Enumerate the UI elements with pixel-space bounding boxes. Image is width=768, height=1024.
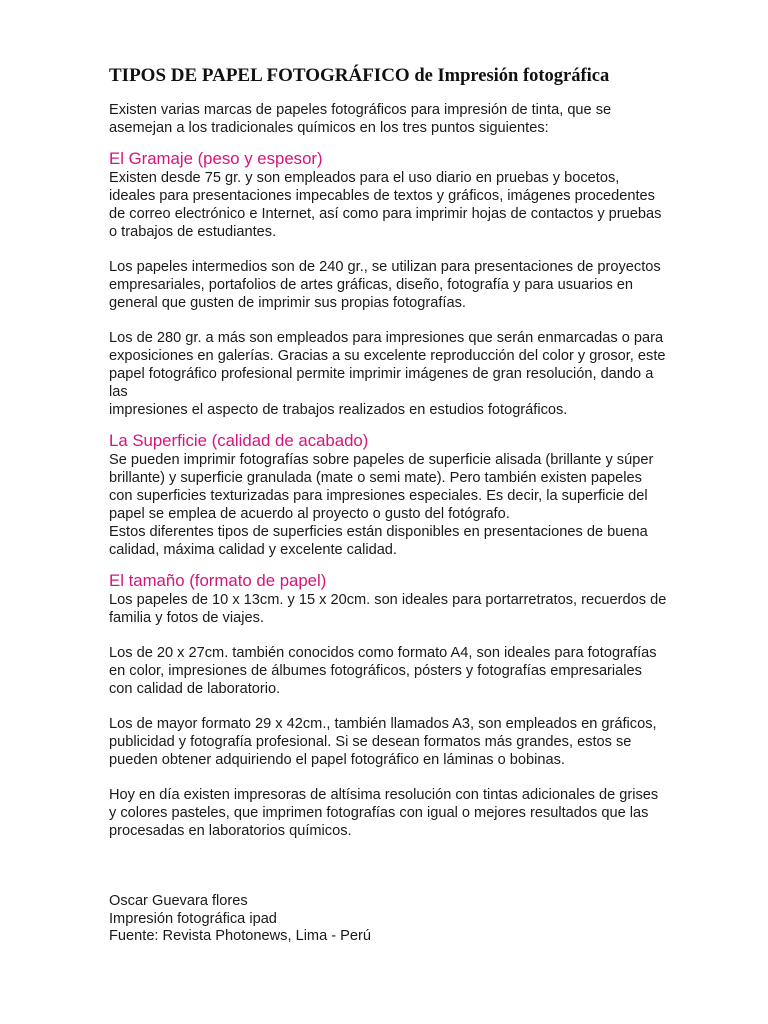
paragraph-spacer: [109, 241, 669, 258]
gramaje-paragraph-3: Los de 280 gr. a más son empleados para impresiones que serán enmarcadas o para exposiciones en galerías. Gracias a su excelente reproducción del color y grosor, este papel fotográfico profesional permite imprimir imágenes de gran resolución, dando a las: [109, 330, 666, 400]
paragraph-spacer: [109, 627, 669, 644]
gramaje-paragraph-4: impresiones el aspecto de trabajos realizados en estudios fotográficos.: [109, 402, 568, 418]
title-rest: de Impresión fotográfica: [409, 66, 610, 86]
gramaje-paragraph-1: Existen desde 75 gr. y son empleados para el uso diario en pruebas y bocetos, ideales para presentaciones impecables de textos y gráficos, imágenes procedentes de correo electrónico e Internet, así como para imprimir hojas de contactos y pruebas o trabajos de estudiantes.: [109, 170, 662, 240]
credit-line: Impresión fotográfica ipad: [109, 910, 277, 927]
paragraph-spacer: [109, 769, 669, 786]
gramaje-paragraph-2: Los papeles intermedios son de 240 gr., se utilizan para presentaciones de proyectos empresariales, portafolios de artes gráficas, diseño, fotografía y para usuarios en general que gusten de imprimir sus propias fotografías.: [109, 259, 661, 311]
intro-paragraph: Existen varias marcas de papeles fotográficos para impresión de tinta, que se asemejan a los tradicionales químicos en los tres puntos siguientes:: [109, 102, 612, 136]
title-uppercase: TIPOS DE PAPEL FOTOGRÁFICO: [109, 65, 410, 86]
credit-author: Oscar Guevara flores: [109, 893, 248, 909]
section-heading-superficie: La Superficie (calidad de acabado): [109, 431, 369, 450]
tamano-paragraph-1: Los papeles de 10 x 13cm. y 15 x 20cm. son ideales para portarretratos, recuerdos de familia y fotos de viajes.: [109, 592, 667, 626]
section-heading-tamano: El tamaño (formato de papel): [109, 571, 327, 590]
paragraph-spacer: [109, 312, 669, 329]
document-title: [109, 64, 669, 88]
paragraph-spacer: [109, 698, 669, 715]
credits-block: [109, 893, 669, 946]
superficie-paragraph-1: Se pueden imprimir fotografías sobre papeles de superficie alisada (brillante y súper brillante) y superficie granulada (mate o semi mate). Pero también existen papeles con superficies texturizadas para impresiones especiales. Es decir, la superficie del papel se emplea de acuerdo al proyecto o gusto del fotógrafo.: [109, 452, 654, 522]
section-spacer: [109, 419, 669, 431]
tamano-paragraph-3: Los de mayor formato 29 x 42cm., también llamados A3, son empleados en gráficos, publicidad y fotografía profesional. Si se desean formatos más grandes, estos se pueden obtener adquiriendo el papel fotográfico en láminas o bobinas.: [109, 716, 657, 768]
section-heading-gramaje: El Gramaje (peso y espesor): [109, 149, 323, 168]
document-page: [109, 64, 669, 946]
tamano-paragraph-4: Hoy en día existen impresoras de altísima resolución con tintas adicionales de grises y colores pasteles, que imprimen fotografías con igual o mejores resultados que las procesadas en laboratorios químicos.: [109, 787, 659, 839]
section-spacer: [109, 559, 669, 571]
tamano-paragraph-2: Los de 20 x 27cm. también conocidos como formato A4, son ideales para fotografías en color, impresiones de álbumes fotográficos, pósters y fotografías empresariales con calidad de laboratorio.: [109, 645, 657, 697]
credit-source: Fuente: Revista Photonews, Lima - Perú: [109, 928, 372, 944]
credits-spacer: [109, 840, 669, 893]
superficie-paragraph-2: Estos diferentes tipos de superficies están disponibles en presentaciones de buena calidad, máxima calidad y excelente calidad.: [109, 524, 648, 558]
